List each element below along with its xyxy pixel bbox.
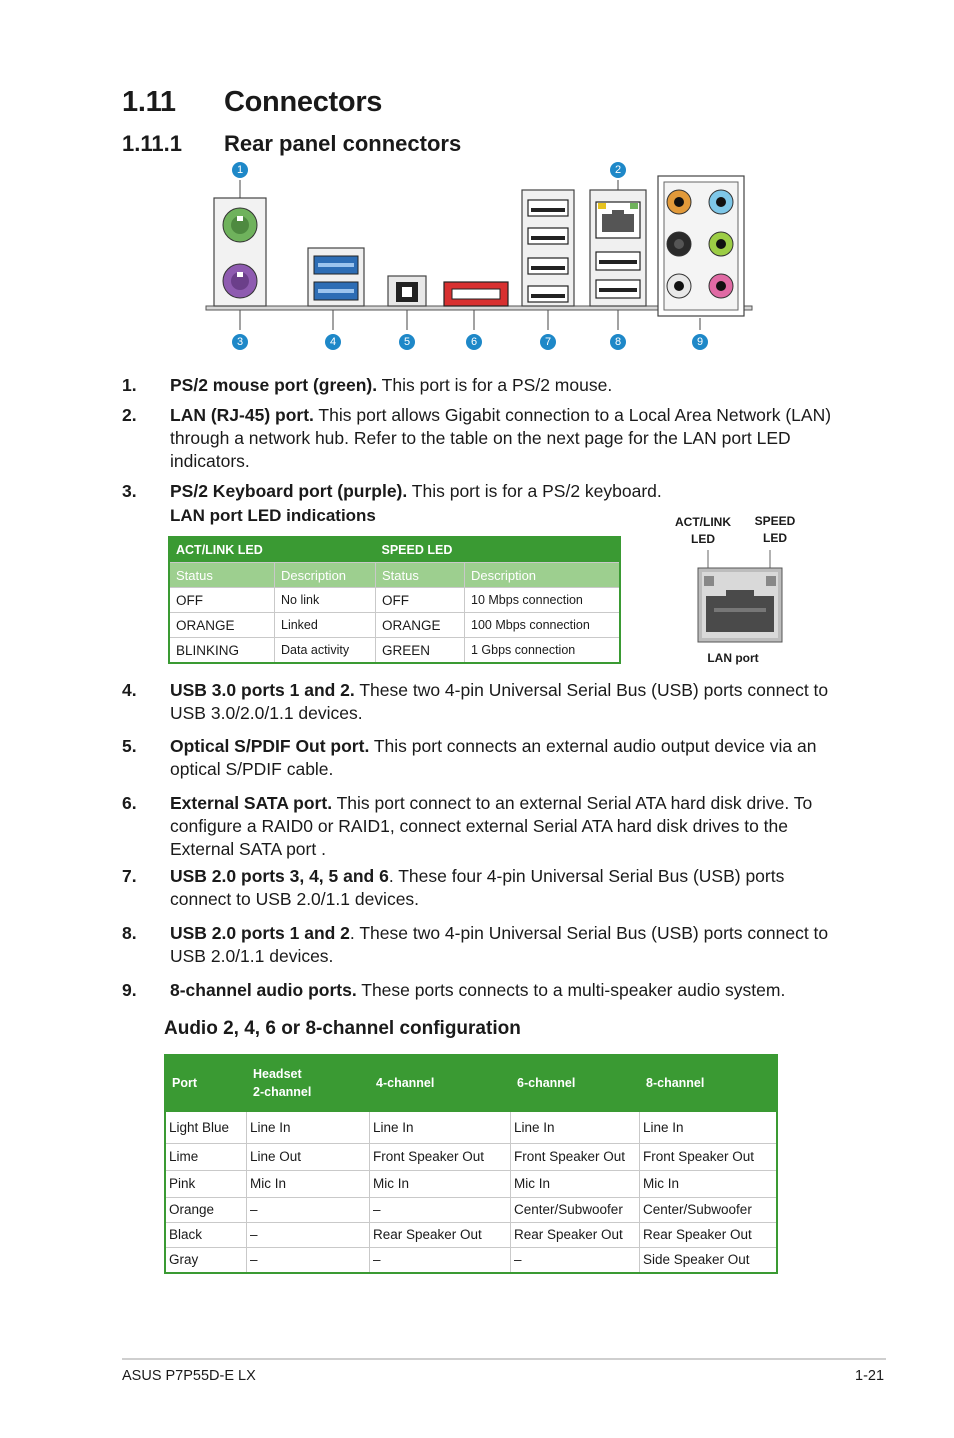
audio-config-title: Audio 2, 4, 6 or 8-channel configuration [164,1018,521,1039]
list-item: 1. PS/2 mouse port (green). This port is for a PS/2 mouse. [122,375,613,395]
lan-led-table [168,536,621,664]
table-row: Light Blue Line In Line In Line In Line In [165,1111,777,1143]
list-item: 5. Optical S/PDIF Out port. This port connects an external audio output device via an optical S/PDIF cable. [122,736,817,779]
list-item: 3. PS/2 Keyboard port (purple). This port is for a PS/2 keyboard. [122,481,662,501]
callout-8: 8 [610,334,626,350]
table-row: Status Description Status Description [169,563,620,588]
section-title: Connectors [224,86,383,118]
footer-divider [122,1358,886,1360]
subsection-title [122,131,461,157]
footer-product: ASUS P7P55D-E LX [122,1368,256,1384]
callout-3: 3 [232,334,248,350]
table-row: ORANGE Linked ORANGE 100 Mbps connection [169,613,620,638]
table-row: Port Headset 2-channel 4-channel 6-channel 8-channel [165,1055,777,1111]
table-row: BLINKING Data activity GREEN 1 Gbps connection [169,638,620,664]
table-row: Gray – – – Side Speaker Out [165,1247,777,1273]
list-item: 8. USB 2.0 ports 1 and 2. These two 4-pin Universal Serial Bus (USB) ports connect to USB 2.0/1.1 devices. [122,923,829,966]
list-item: 9. 8-channel audio ports. These ports connects to a multi-speaker audio system. [122,980,786,1000]
table-row: Pink Mic In Mic In Mic In Mic In [165,1170,777,1197]
lan-port-diagram [690,550,790,646]
section-number: 1.11 [122,86,176,118]
callout-6: 6 [466,334,482,350]
table-row: Black – Rear Speaker Out Rear Speaker Out Rear Speaker Out [165,1222,777,1247]
callout-2: 2 [610,162,626,178]
footer-page-number: 1-21 [855,1368,885,1384]
callout-5: 5 [399,334,415,350]
list-item: 6. External SATA port. This port connect to an external Serial ATA hard disk drive. To configure a RAID0 or RAID1, connect external Serial ATA hard disk drives to the External SATA port . [122,793,813,859]
list-item: 4. USB 3.0 ports 1 and 2. These two 4-pin Universal Serial Bus (USB) ports connect to USB 3.0/2.0/1.1 devices. [122,680,829,723]
table-row: ACT/LINK LED SPEED LED [169,537,620,563]
callout-9: 9 [692,334,708,350]
lan-port-label: LAN port [707,651,759,665]
audio-config-table [164,1054,778,1274]
list-item: 2. LAN (RJ-45) port. This port allows Gigabit connection to a Local Area Network (LAN) through a network hub. Refer to the table on the next page for the LAN port LED indicators. [122,405,832,471]
rear-panel-diagram [200,170,760,330]
callout-7: 7 [540,334,556,350]
subsection-text: Rear panel connectors [224,131,462,156]
list-item: 7. USB 2.0 ports 3, 4, 5 and 6. These four 4-pin Universal Serial Bus (USB) ports connect to USB 2.0/1.1 devices. [122,866,785,909]
table-row: Orange – – Center/Subwoofer Center/Subwoofer [165,1197,777,1222]
table-row: Lime Line Out Front Speaker Out Front Speaker Out Front Speaker Out [165,1143,777,1170]
speed-led-label: SPEED LED [754,514,796,545]
page-title [122,86,382,119]
callout-4: 4 [325,334,341,350]
callout-1: 1 [232,162,248,178]
table-row: OFF No link OFF 10 Mbps connection [169,588,620,613]
subsection-number: 1.11.1 [122,131,182,156]
lan-led-title: LAN port LED indications [170,506,376,525]
act-link-led-label: ACT/LINK LED [675,515,731,546]
